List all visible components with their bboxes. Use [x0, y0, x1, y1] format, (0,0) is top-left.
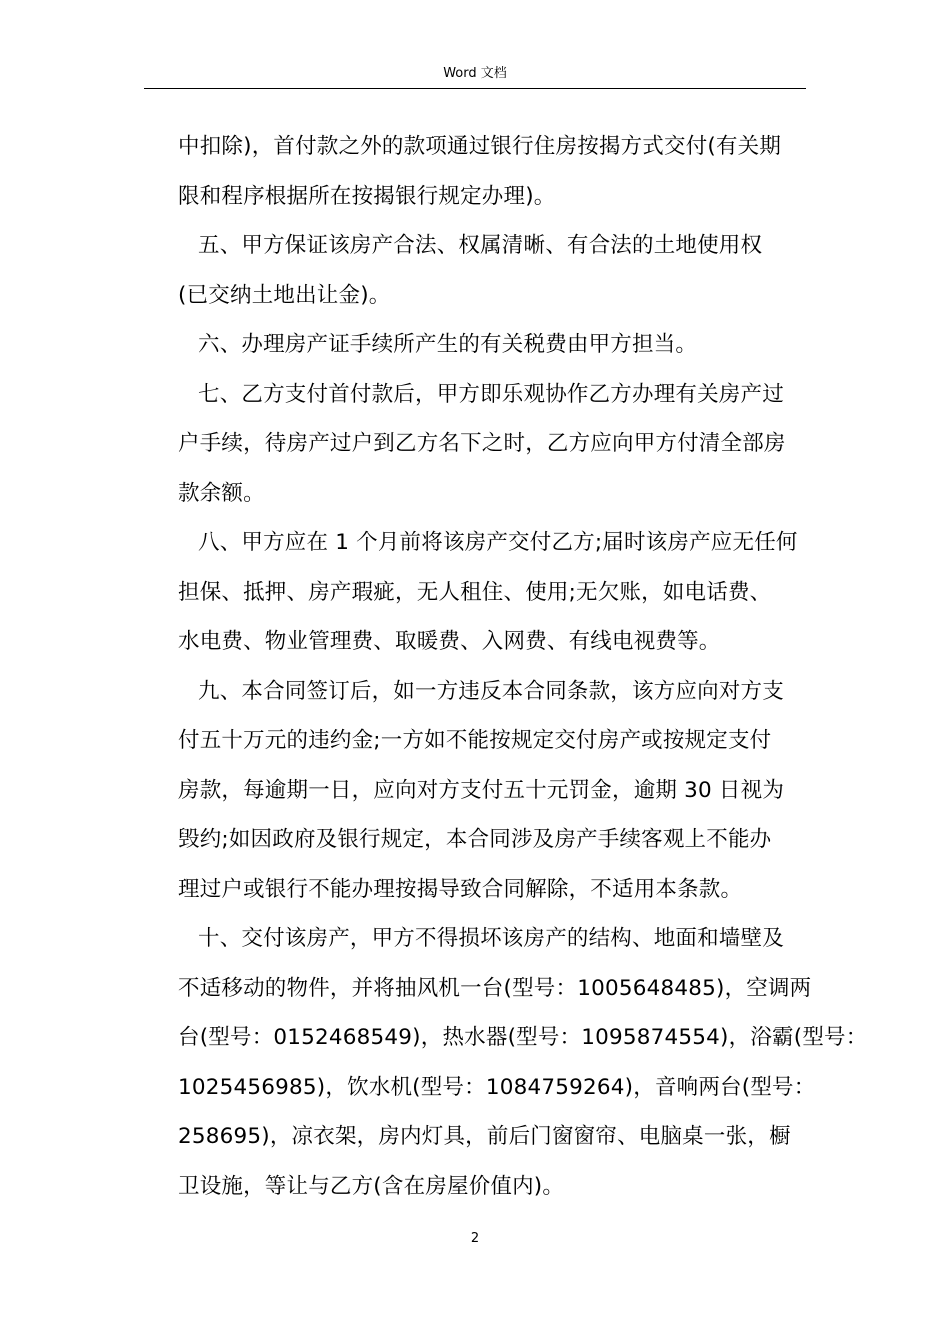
- text-line: 款余额。: [178, 480, 265, 506]
- document-body: [178, 127, 868, 1216]
- clause-seven: 七、乙方支付首付款后，甲方即乐观协作乙方办理有关房产过: [198, 381, 784, 407]
- clause-six: 六、办理房产证手续所产生的有关税费由甲方担当。: [198, 332, 698, 357]
- text-line: 担保、抵押、房产瑕疵，无人租住、使用;无欠账，如电话费、: [178, 579, 772, 605]
- text-line: 1025456985)，饮水机(型号：1084759264)，音响两台(型号：: [178, 1074, 816, 1100]
- text-line: 不适移动的物件，并将抽风机一台(型号：1005648485)，空调两: [178, 975, 812, 1001]
- clause-ten: 十、交付该房产，甲方不得损坏该房产的结构、地面和墙壁及: [198, 926, 784, 951]
- text-line: 卫设施，等让与乙方(含在房屋价值内)。: [178, 1173, 565, 1199]
- text-line: 房款，每逾期一日，应向对方支付五十元罚金，逾期 30 日视为: [178, 777, 785, 803]
- text-line: (已交纳土地出让金)。: [178, 282, 391, 308]
- clause-nine: 九、本合同签订后，如一方违反本合同条款，该方应向对方支: [198, 678, 784, 704]
- text-line: 台(型号：0152468549)，热水器(型号：1095874554)，浴霸(型号：: [178, 1025, 868, 1050]
- clause-eight: 八、甲方应在 1 个月前将该房产交付乙方;届时该房产应无任何: [198, 530, 798, 555]
- text-line: 付五十万元的违约金;一方如不能按规定交付房产或按规定支付: [178, 728, 772, 753]
- text-line: 中扣除)，首付款之外的款项通过银行住房按揭方式交付(有关期: [178, 134, 782, 159]
- text-line: 258695)，凉衣架，房内灯具，前后门窗窗帘、电脑桌一张，橱: [178, 1124, 791, 1149]
- clause-five: 五、甲方保证该房产合法、权属清晰、有合法的土地使用权: [198, 233, 763, 258]
- text-line: 毁约;如因政府及银行规定，本合同涉及房产手续客观上不能办: [178, 827, 772, 852]
- text-line: 理过户或银行不能办理按揭导致合同解除，不适用本条款。: [178, 876, 743, 902]
- text-line: 水电费、物业管理费、取暖费、入网费、有线电视费等。: [178, 629, 721, 654]
- text-line: 限和程序根据所在按揭银行规定办理)。: [178, 183, 556, 209]
- text-line: 户手续，待房产过户到乙方名下之时，乙方应向甲方付清全部房: [178, 431, 786, 456]
- page-header: Word 文档: [443, 66, 507, 81]
- page-number: 2: [470, 1231, 480, 1246]
- header-divider: [144, 88, 806, 89]
